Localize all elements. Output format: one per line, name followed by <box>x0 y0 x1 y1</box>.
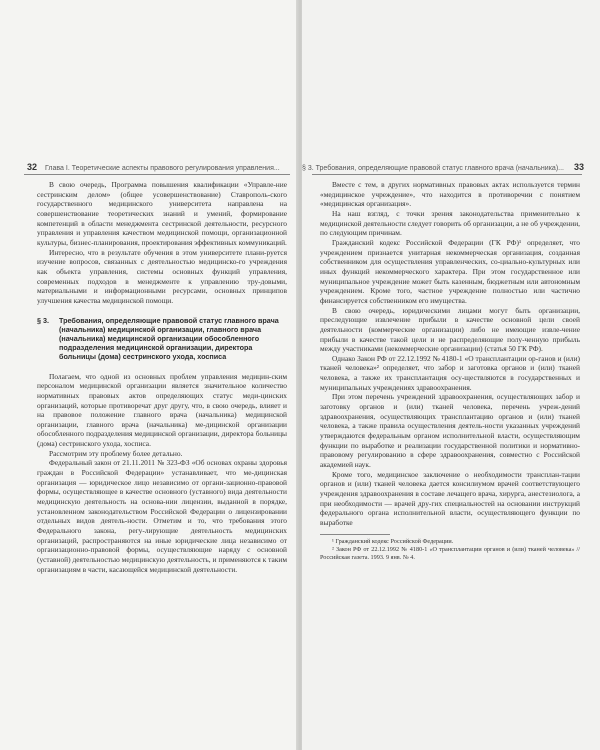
right-header-rule <box>312 174 582 175</box>
paragraph: Полагаем, что одной из основных проблем управления медицин-ским персоналом медицинской организации является значительное количество нормативных правовых актов определяющих статус меди-цинских организаций, которые противоречат друг другу, что, в свою очередь, влияет и на правовое положение главного врача (начальника) медицинской организации, главного врача (начальника) ме-дицинской организации обособленного подразделения медицинской организации, директора больницы (дома) сестринского ухода, хосписа. <box>37 371 287 449</box>
section-title: Требования, определяющие правовой статус главного врача (начальника) медицинской организации, главного врача (начальника) медицинской организации обособленного подразделения медицинской организации, директора больницы (дома) сестринского ухода, хосписа <box>59 315 279 362</box>
paragraph: На наш взгляд, с точки зрения законодательства применительно к медицинской деятельности следует говорить об организации, а не об учреждении, по следующим причинам. <box>320 208 580 238</box>
paragraph: Гражданский кодекс Российской Федерации (ГК РФ)¹ определяет, что учреждением признается унитарная некоммерческая организация, созданная собственником для осуществления управленческих, со-циально-культурных или иных функций некоммерческого характера. При этом государственное или муниципальное учреждение может быть казенным, бюджетным или автономным учреждением. Кроме того, частное учреждение полностью или частично финансируется собственником его имущества. <box>320 237 580 305</box>
left-page-number: 32 <box>27 162 38 172</box>
left-running-head-text: Глава I. Теоретические аспекты правового регулирования управления... <box>45 165 280 172</box>
paragraph: В свою очередь, юридическими лицами могут быть организации, преследующие извлечение прибыли в качестве основной цели своей деятельности (коммерческие организации) либо не имеющие извле-чение прибыли в качестве такой цели и не распределяющие полу-ченную прибыль между участниками (некоммерческие организации) (статья 50 ГК РФ). <box>320 305 580 354</box>
footnote-rule <box>320 534 390 535</box>
paragraph: В свою очередь, Программа повышения квалификации «Управле-ние сестринским делом» (общее усовершенствование) Ставрополь-ского государственного медицинского университета направлена на совершенствование теоретических знаний и умений, формирование компетенций в области менеджмента сестринской деятельности, ресурсного управления и управления качеством медицинской помощи, организационной культуры, бизнес-планирования, проектирования эффективных коммуникаций. <box>37 180 287 247</box>
footnote: ¹ Гражданский кодекс Российской Федерации. <box>332 537 454 545</box>
left-page <box>0 0 298 750</box>
paragraph: Вместе с тем, в других нормативных правовых актах используется термин «медицинское учреждение», что находится в противоречии с понятием «медицинская организация». <box>320 180 580 209</box>
right-running-head-text: § 3. Требования, определяющие правовой статус главного врача (начальника)... <box>301 165 564 172</box>
paragraph: Федеральный закон от 21.11.2011 № 323-ФЗ «Об основах охраны здоровья граждан в Российской Федерации» устанавливает, что ме-дицинская организация — юридическое лицо независимо от органи-зационно-правовой формы, осуществляющее в качестве основного (уставного) вида деятельности медицинскую деятельность на основа-нии лицензии, выданной в порядке, установленном законодательством Российской Федерации о лицензировании отдельных видов деятель-ности. Отметим и то, что требования этого Федерального закона, регу-лирующие деятельность медицинских организаций, распространяются на иные юридические лица независимо от организационно-правовой формы, осуществляющие наряду с основной (уставной) деятельностью медицинскую деятельность, и применяются к таким организациям в части, касающейся медицинской деятельности. <box>37 458 287 574</box>
paragraph: Рассмотрим эту проблему более детально. <box>49 448 183 458</box>
right-page <box>302 0 600 750</box>
paragraph: Однако Закон РФ от 22.12.1992 № 4180-1 «О трансплантации ор-ганов и (или) тканей человека»² определяет, что забор и заготовка органов и (или) тканей человека, а также их трансплантация осу-ществляются в государственных и муниципальных учреждениях здравоохранения. <box>320 353 580 392</box>
right-running-head <box>302 162 584 172</box>
left-text-column <box>37 180 287 574</box>
left-header-rule <box>24 174 290 175</box>
right-page-number: 33 <box>573 162 584 172</box>
left-running-head <box>27 162 280 172</box>
section-heading <box>37 316 287 362</box>
paragraph: Интересно, что в результате обучения в этом университете плани-руется изучение вопросов, связанных с деятельностью медицинско-го учреждения как объекта управления, системы основных функций управления, современных подходов в менеджменте к управлению тру-довыми, материальными и информационными ресурсами, основных принципов улучшения качества медицинской помощи. <box>37 247 287 305</box>
right-text-column <box>320 180 580 562</box>
paragraph: Кроме того, медицинское заключение о необходимости трансплан-тации органов и (или) тканей человека дается консилиумом врачей соответствующего учреждения здравоохранения в составе лечащего врача, хирурга, анестезиолога, а при необходимости — врачей дру-гих специальностей на основании инструкций федерального органа исполнительной власти, осуществляющего функции по выработке <box>320 469 580 527</box>
footnote: ² Закон РФ от 22.12.1992 № 4180-1 «О трансплантации органов и (или) тканей человека» // Российская газета. 1993. 9 янв. № 4. <box>320 545 580 561</box>
paragraph: При этом перечень учреждений здравоохранения, осуществляющих забор и заготовку органов и (или) тканей человека, перечень учреж-дений здравоохранения, осуществляющих трансплантацию органов и (или) тканей человека, а также правила осуществления деятель-ности указанных учреждений утверждаются федеральным органом исполнительной власти, осуществляющим функции по выработке и реализации государственной политики и нормативно-правовому регулированию в сфере здравоохранения, совместно с Российской академией наук. <box>320 392 580 470</box>
section-number: § 3. <box>37 315 49 325</box>
